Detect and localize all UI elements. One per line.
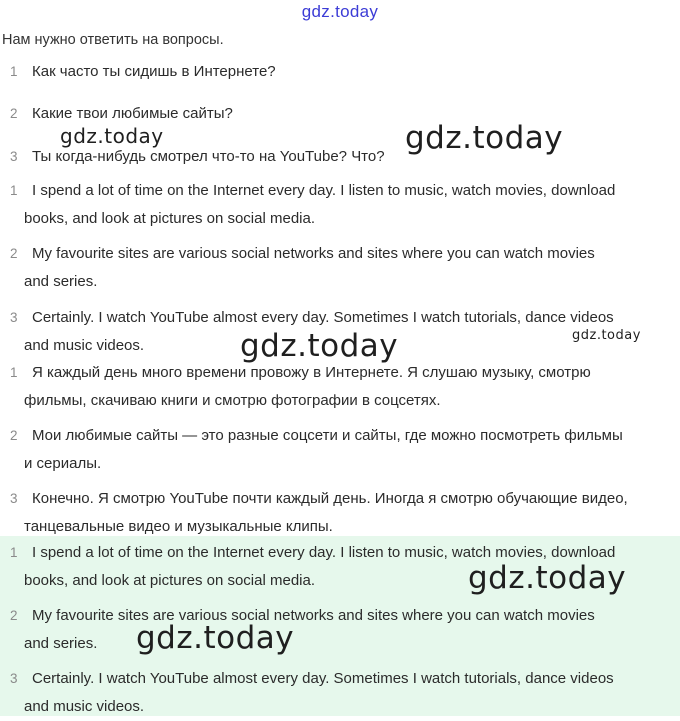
answer-line: books, and look at pictures on social media. bbox=[24, 572, 315, 589]
answer-number: 1 bbox=[10, 183, 18, 198]
answer-line: and series. bbox=[24, 273, 98, 290]
answer-number: 3 bbox=[10, 310, 18, 325]
answer-en-repeat-item bbox=[10, 665, 678, 721]
answer-line: My favourite sites are various social networks and sites where you can watch movies bbox=[32, 607, 595, 624]
question-item bbox=[10, 58, 678, 86]
watermark: gdz.today bbox=[572, 328, 641, 343]
question-text: Какие твои любимые сайты? bbox=[32, 105, 233, 122]
question-number: 2 bbox=[10, 106, 18, 121]
watermark: gdz.today bbox=[405, 120, 564, 156]
answer-line: and series. bbox=[24, 635, 98, 652]
answer-line: and music videos. bbox=[24, 337, 145, 354]
answer-line: Certainly. I watch YouTube almost every day. Sometimes I watch tutorials, dance videos bbox=[32, 309, 614, 326]
answer-line: Конечно. Я смотрю YouTube почти каждый день. Иногда я смотрю обучающие видео, bbox=[32, 490, 628, 507]
answer-number: 3 bbox=[10, 491, 18, 506]
answer-line: I spend a lot of time on the Internet every day. I listen to music, watch movies, download bbox=[32, 544, 616, 561]
answer-line: I spend a lot of time on the Internet every day. I listen to music, watch movies, download bbox=[32, 182, 616, 199]
answer-en-item bbox=[10, 240, 678, 296]
answer-number: 2 bbox=[10, 246, 18, 261]
answer-line: танцевальные видео и музыкальные клипы. bbox=[24, 518, 333, 535]
answer-line: books, and look at pictures on social media. bbox=[24, 210, 315, 227]
answer-ru-item bbox=[10, 422, 678, 478]
question-text: Ты когда-нибудь смотрел что-то на YouTube? Что? bbox=[32, 148, 385, 165]
watermark: gdz.today bbox=[136, 620, 295, 656]
answer-ru-item bbox=[10, 359, 678, 415]
question-number: 3 bbox=[10, 149, 18, 164]
top-watermark: gdz.today bbox=[301, 2, 379, 21]
answer-number: 1 bbox=[10, 545, 18, 560]
answer-line: My favourite sites are various social networks and sites where you can watch movies bbox=[32, 245, 595, 262]
answer-number: 3 bbox=[10, 671, 18, 686]
answer-number: 2 bbox=[10, 608, 18, 623]
answer-line: фильмы, скачиваю книги и смотрю фотографии в соцсетях. bbox=[24, 392, 441, 409]
answer-en-repeat-item bbox=[10, 602, 678, 658]
answer-en-item bbox=[10, 177, 678, 233]
question-text: Как часто ты сидишь в Интернете? bbox=[32, 63, 276, 80]
answer-line: Я каждый день много времени провожу в Интернете. Я слушаю музыку, смотрю bbox=[32, 364, 591, 381]
answer-line: Мои любимые сайты — это разные соцсети и сайты, где можно посмотреть фильмы bbox=[32, 427, 623, 444]
answer-line: Certainly. I watch YouTube almost every day. Sometimes I watch tutorials, dance videos bbox=[32, 670, 614, 687]
answer-line: and music videos. bbox=[24, 698, 145, 715]
question-number: 1 bbox=[10, 64, 18, 79]
watermark: gdz.today bbox=[468, 560, 627, 596]
answer-number: 2 bbox=[10, 428, 18, 443]
watermark: gdz.today bbox=[60, 124, 164, 148]
watermark: gdz.today bbox=[240, 328, 399, 364]
answer-number: 1 bbox=[10, 365, 18, 380]
answer-ru-item bbox=[10, 485, 678, 541]
intro-text: Нам нужно ответить на вопросы. bbox=[2, 32, 224, 48]
answer-line: и сериалы. bbox=[24, 455, 102, 472]
